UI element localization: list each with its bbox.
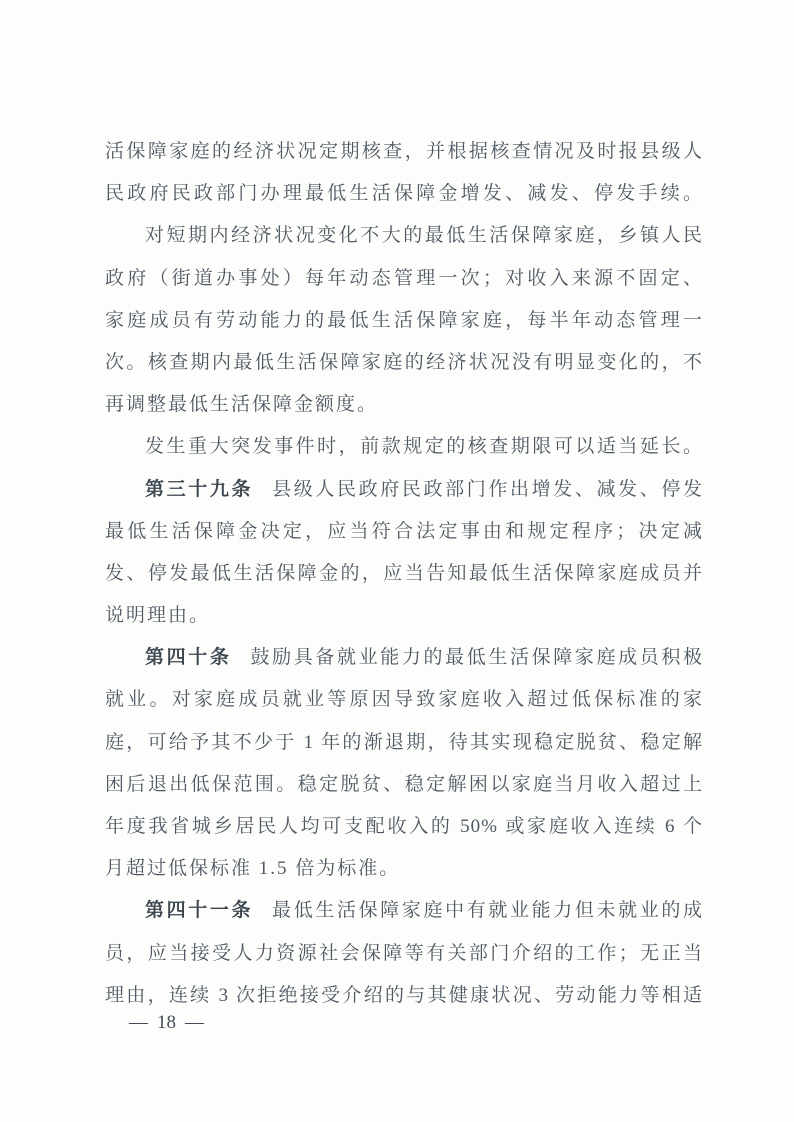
text-line: [105, 131, 703, 173]
text-line: [105, 764, 703, 806]
line-text: 说明理由。: [105, 605, 211, 627]
text-line: [105, 595, 703, 637]
line-text: 县级人民政府民政部门作出增发、减发、停发: [272, 478, 703, 500]
text-line: [105, 384, 703, 426]
line-text: 年度我省城乡居民人均可支配收入的 50% 或家庭收入连续 6 个: [105, 816, 703, 837]
article-number: 第四十一条: [145, 900, 254, 922]
line-text: 对短期内经济状况变化不大的最低生活保障家庭，乡镇人民: [145, 225, 703, 247]
line-text: 员，应当接受人力资源社会保障等有关部门介绍的工作；无正当: [105, 942, 703, 964]
text-line: [105, 511, 703, 553]
text-line: [105, 933, 703, 975]
text-line: [105, 679, 703, 721]
text-line: [105, 300, 703, 342]
article-line: [105, 637, 703, 679]
line-text: 活保障家庭的经济状况定期核查，并根据核查情况及时报县级人: [105, 141, 703, 162]
line-text: 家庭成员有劳动能力的最低生活保障家庭，每半年动态管理一: [105, 309, 703, 331]
text-line: [105, 258, 703, 300]
page-number: 18: [157, 1012, 176, 1033]
text-line: [105, 553, 703, 595]
line-text: 鼓励具备就业能力的最低生活保障家庭成员积极: [250, 647, 703, 669]
text-line: [105, 342, 703, 384]
line-text: 困后退出低保范围。稳定脱贫、稳定解困以家庭当月收入超过上: [105, 773, 703, 795]
text-line: [105, 173, 703, 215]
line-text: 再调整最低生活保障金额度。: [105, 394, 379, 416]
line-text: 就业。对家庭成员就业等原因导致家庭收入超过低保标准的家: [105, 689, 703, 711]
line-text: 理由，连续 3 次拒绝接受介绍的与其健康状况、劳动能力等相适: [105, 984, 703, 1006]
footer-dash-right: —: [185, 1012, 204, 1033]
page-footer: [120, 1010, 213, 1036]
line-text: 庭，可给予其不少于 1 年的渐退期，待其实现稳定脱贫、稳定解: [105, 731, 703, 753]
line-text: 月超过低保标准 1.5 倍为标准。: [105, 858, 401, 880]
text-line: [105, 722, 703, 764]
article-number: 第三十九条: [145, 478, 254, 500]
line-text: 最低生活保障家庭中有就业能力但未就业的成: [272, 900, 703, 922]
text-line: [105, 426, 703, 468]
text-line: [105, 806, 703, 848]
line-text: 最低生活保障金决定，应当符合法定事由和规定程序；决定减: [105, 520, 703, 542]
line-text: 发生重大突发事件时，前款规定的核查期限可以适当延长。: [145, 436, 703, 458]
text-line: [105, 215, 703, 257]
article-number: 第四十条: [145, 647, 232, 669]
article-line: [105, 890, 703, 932]
line-text: 民政府民政部门办理最低生活保障金增发、减发、停发手续。: [105, 183, 703, 205]
text-line: [105, 848, 703, 890]
footer-dash-left: —: [129, 1012, 148, 1033]
line-text: 政府（街道办事处）每年动态管理一次；对收入来源不固定、: [105, 267, 703, 289]
document-body: [105, 131, 703, 1017]
line-text: 次。核查期内最低生活保障家庭的经济状况没有明显变化的，不: [105, 351, 703, 373]
line-text: 发、停发最低生活保障金的，应当告知最低生活保障家庭成员并: [105, 562, 703, 584]
article-line: [105, 469, 703, 511]
